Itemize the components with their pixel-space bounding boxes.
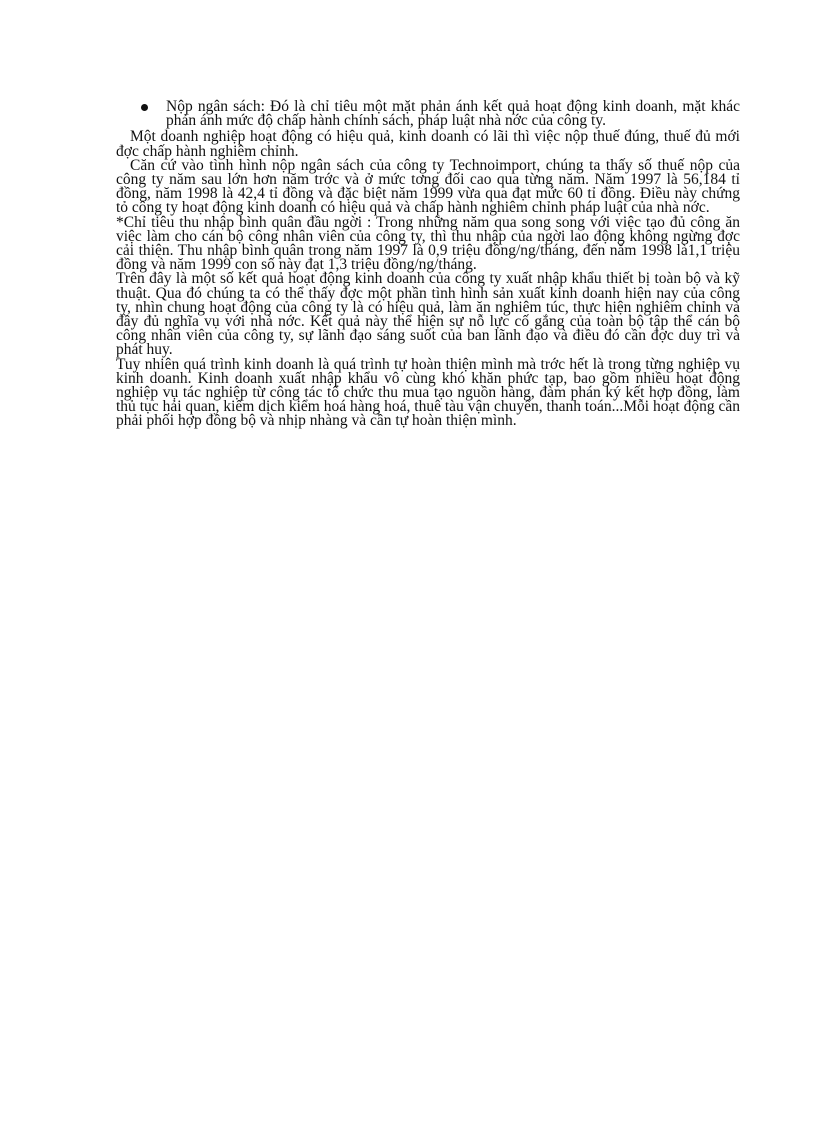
paragraph-results-summary: Trên đây là một số kết quả hoạt động kinh doanh của công ty xuất nhập khẩu thiết bị toàn bộ và kỹ thuật. Qua đó chúng ta có thể thấy đợc một phần tình hình sản xuất kinh doanh hiện nay của công ty, nhìn chung hoạt động của công ty là có hiệu quả, làm ăn nghiêm túc, thực hiện nghiêm chỉnh và đầy đủ nghĩa vụ với nhà nớc. Kết quả này thể hiện sự nỗ lực cố gắng của toàn bộ tập thể cán bộ công nhân viên của công ty, sự lãnh đạo sáng suốt của ban lãnh đạo và điều đó cần đợc duy trì và phát huy. xyxy=(116,270,740,359)
paragraph-income-per-capita: *Chỉ tiêu thu nhập bình quân đầu ngời : Trong những năm qua song song với việc tạo đủ công ăn việc làm cho cán bộ công nhân viên của công ty, thì thu nhập của ngời lao động không ngừng đợc cải thiện. Thu nhập bình quân trong năm 1997 là 0,9 triệu đồng/ng/tháng, đến năm 1998 là1,1 triệu đồng và năm 1999 con số này đạt 1,3 triệu đồng/ng/tháng. xyxy=(116,213,740,274)
document-page xyxy=(116,100,740,429)
bullet-text: Nộp ngân sách: Đó là chỉ tiêu một mặt phản ánh kết quả hoạt động kinh doanh, mặt khác phản ánh mức độ chấp hành chính sách, pháp luật nhà nớc của công ty. xyxy=(166,98,740,130)
bullet-icon xyxy=(141,104,148,111)
paragraph-improvement: Tuy nhiên quá trình kinh doanh là quá trình tự hoàn thiện mình mà trớc hết là trong từng nghiệp vụ kinh doanh. Kinh doanh xuất nhập khẩu vô cùng khó khăn phức tạp, bao gồm nhiều hoạt động nghiệp vụ tác nghiệp từ công tác tổ chức thu mua tạo nguồn hàng, đàm phán ký kết hợp đồng, làm thủ tục hải quan, kiểm dịch kiểm hoá hàng hoá, thuê tàu vận chuyển, thanh toán...Mỗi hoạt động cần phải phối hợp đồng bộ và nhịp nhàng và cần tự hoàn thiện mình. xyxy=(116,355,740,430)
bullet-item-budget xyxy=(116,100,740,128)
paragraph-budget-contribution: Căn cứ vào tình hình nộp ngân sách của công ty Technoimport, chúng ta thấy số thuế nộp của công ty năm sau lớn hơn năm trớc và ở mức tơng đối cao qua từng năm. Năm 1997 là 56,184 tỉ đồng, năm 1998 là 42,4 tỉ đồng và đặc biệt năm 1999 vừa qua đạt mức 60 tỉ đồng. Điều này chứng tỏ công ty hoạt động kinh doanh có hiệu quả và chấp hành nghiêm chỉnh pháp luật của nhà nớc. xyxy=(116,156,740,217)
paragraph-tax-compliance: Một doanh nghiệp hoạt động có hiệu quả, kinh doanh có lãi thì việc nộp thuế đúng, thuế đủ mới đợc chấp hành nghiêm chỉnh. xyxy=(116,128,740,160)
